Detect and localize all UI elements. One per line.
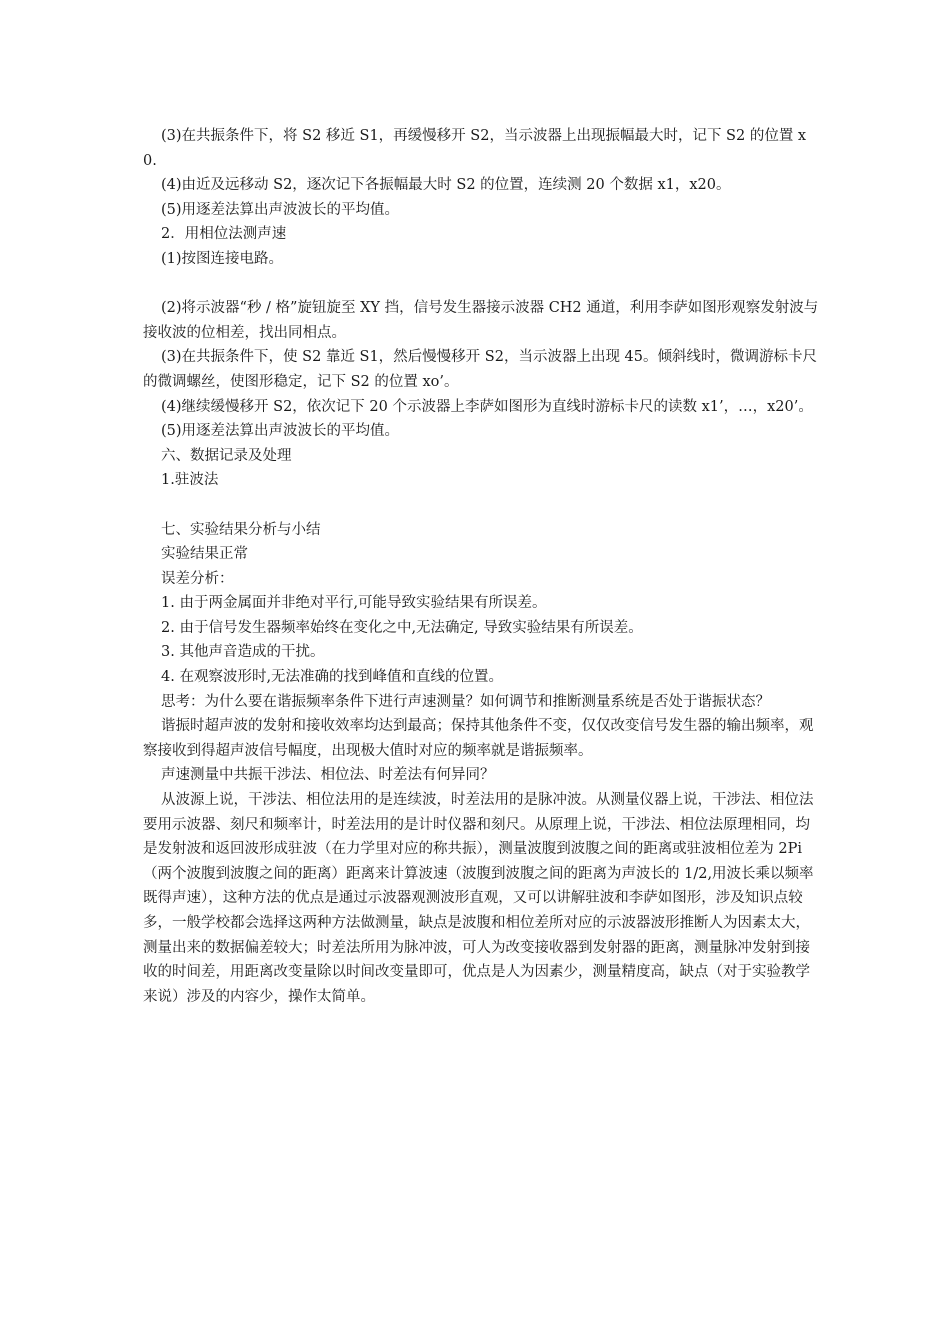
error-item-2: 2. 由于信号发生器频率始终在变化之中,无法确定, 导致实验结果有所误差。 [161, 619, 643, 636]
step-2-oscilloscope: (2)将示波器“秒 / 格”旋钮旋至 XY 挡，信号发生器接示波器 CH2 通道，利用李萨如图形观察发射波与接收波的位相差，找出同相点。 [143, 300, 819, 341]
section-analysis: 七、实验结果分析与小结 [161, 521, 321, 538]
result-normal: 实验结果正常 [161, 546, 248, 563]
section-phase-method: 2．用相位法测声速 [161, 226, 287, 243]
blank-line [143, 272, 819, 297]
step-4-move-s2: (4)由近及远移动 S2，逐次记下各振幅最大时 S2 的位置，连续测 20 个数据 x1，x20。 [161, 177, 731, 194]
document-body [143, 124, 819, 1009]
step-4-readings: (4)继续缓慢移开 S2，依次记下 20 个示波器上李萨如图形为直线时游标卡尺的读数 x1’，…，x20’。 [161, 398, 813, 415]
step-1-connect: (1)按图连接电路。 [161, 250, 284, 267]
error-item-4: 4. 在观察波形时,无法准确的找到峰值和直线的位置。 [161, 669, 504, 686]
answer-resonance: 谐振时超声波的发射和接收效率均达到最高；保持其他条件不变，仅仅改变信号发生器的输出频率，观察接收到得超声波信号幅度，出现极大值时对应的频率就是谐振频率。 [143, 718, 814, 759]
subsection-standing-wave: 1.驻波法 [161, 472, 219, 489]
question-resonance: 思考：为什么要在谐振频率条件下进行声速测量？如何调节和推断测量系统是否处于谐振状态？ [161, 693, 770, 710]
step-5-average-phase: (5)用逐差法算出声波波长的平均值。 [161, 423, 400, 440]
blank-line [143, 493, 819, 518]
error-item-3: 3. 其他声音造成的干扰。 [161, 644, 325, 661]
step-3-phase: (3)在共振条件下，使 S2 靠近 S1，然后慢慢移开 S2，当示波器上出现 45。倾斜线时，微调游标卡尺的微调螺丝，使图形稳定，记下 S2 的位置 xo’。 [143, 349, 818, 390]
question-methods: 声速测量中共振干涉法、相位法、时差法有何异同？ [161, 767, 495, 784]
step-3-resonance: (3)在共振条件下，将 S2 移近 S1，再缓慢移开 S2，当示波器上出现振幅最大时，记下 S2 的位置 x0. [143, 128, 807, 169]
section-data-record: 六、数据记录及处理 [161, 447, 292, 464]
error-item-1: 1. 由于两金属面并非绝对平行,可能导致实验结果有所误差。 [161, 595, 547, 612]
step-5-average: (5)用逐差法算出声波波长的平均值。 [161, 201, 400, 218]
answer-methods: 从波源上说，干涉法、相位法用的是连续波，时差法用的是脉冲波。从测量仪器上说，干涉法、相位法要用示波器、刻尺和频率计，时差法用的是计时仪器和刻尺。从原理上说，干涉法、相位法原理相同，均是发射波和返回波形成驻波（在力学里对应的称共振），测量波腹到波腹之间的距离或驻波相位差为 2Pi（两个波腹到波腹之间的距离）距离来计算波速（波腹到波腹之间的距离为声波长的 1/2,用波长乘以频率既得声速），这种方法的优点是通过示波器观测波形直观，又可以讲解驻波和李萨如图形，涉及知识点较多，一般学校都会选择这两种方法做测量，缺点是波腹和相位差所对应的示波器波形推断人为因素太大，测量出来的数据偏差较大；时差法所用为脉冲波，可人为改变接收器到发射器的距离，测量脉冲发射到接收的时间差，用距离改变量除以时间改变量即可，优点是人为因素少，测量精度高，缺点（对于实验教学来说）涉及的内容少，操作太简单。 [143, 792, 814, 1005]
error-analysis-heading: 误差分析： [161, 570, 234, 587]
